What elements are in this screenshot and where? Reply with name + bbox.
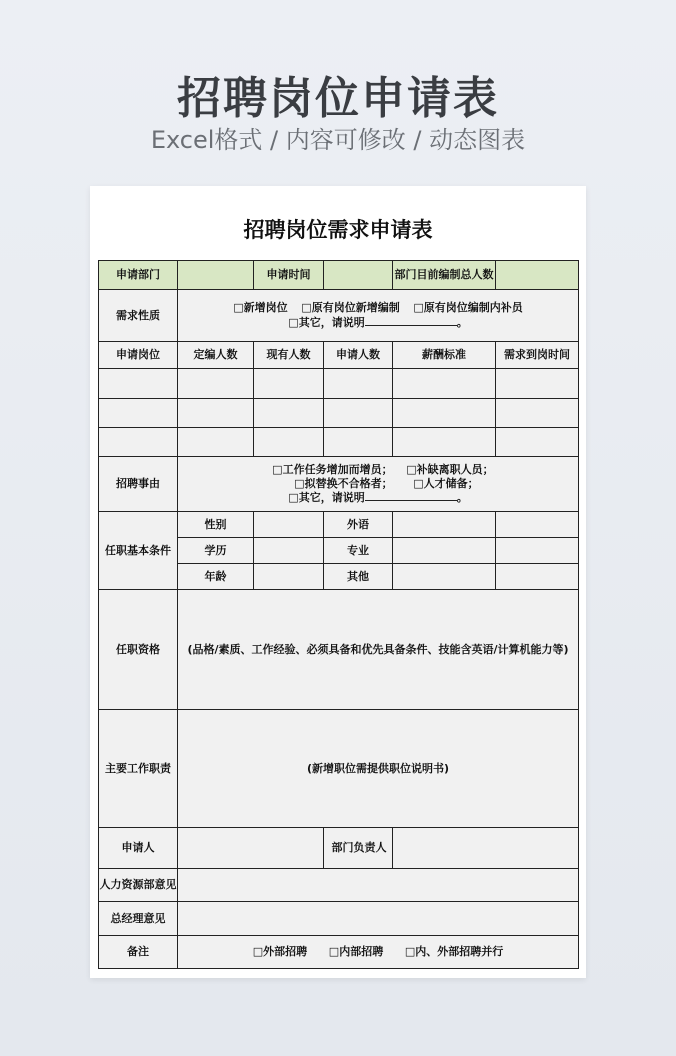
- reason-option-vacancy[interactable]: □补缺离职人员；: [406, 462, 494, 476]
- basic-label: 任职基本条件: [99, 512, 178, 590]
- headcount-label: 部门目前编制总人数: [393, 261, 496, 290]
- time-label: 申请时间: [254, 261, 324, 290]
- hero-subtitle: Excel格式 / 内容可修改 / 动态图表: [150, 126, 526, 154]
- language-label: 外语: [324, 512, 393, 538]
- age-value-cell[interactable]: [254, 564, 324, 590]
- reason-other-blank[interactable]: [365, 490, 457, 501]
- duties-note[interactable]: (新增职位需提供职位说明书): [178, 710, 579, 828]
- other-value-cell[interactable]: [393, 564, 496, 590]
- cell[interactable]: [496, 369, 579, 399]
- dept-head-label: 部门负责人: [324, 828, 393, 869]
- remarks-option-external[interactable]: □外部招聘: [252, 945, 308, 959]
- gender-label: 性别: [178, 512, 254, 538]
- education-value-cell[interactable]: [254, 538, 324, 564]
- gm-value-cell[interactable]: [178, 902, 579, 936]
- headcount-value-cell[interactable]: [496, 261, 579, 290]
- header-quota: 定编人数: [178, 342, 254, 369]
- dept-label: 申请部门: [99, 261, 178, 290]
- header-current: 现有人数: [254, 342, 324, 369]
- cell[interactable]: [254, 369, 324, 399]
- remarks-option-internal[interactable]: □内部招聘: [328, 945, 384, 959]
- demand-period: 。: [456, 316, 468, 329]
- age-label: 年龄: [178, 564, 254, 590]
- reason-option-replace[interactable]: □拟替换不合格者；: [294, 476, 393, 490]
- header-salary: 薪酬标准: [393, 342, 496, 369]
- major-value-cell[interactable]: [393, 538, 496, 564]
- demand-option-replacement[interactable]: □原有岗位编制内补员: [413, 301, 523, 315]
- major-label: 专业: [324, 538, 393, 564]
- qualification-note[interactable]: (品格/素质、工作经验、必须具备和优先具备条件、技能含英语/计算机能力等): [178, 590, 579, 710]
- cell[interactable]: [393, 428, 496, 457]
- reason-option-other[interactable]: □其它，请说明: [288, 491, 365, 505]
- remarks-label: 备注: [99, 936, 178, 969]
- duties-label: 主要工作职责: [99, 710, 178, 828]
- reason-period: 。: [456, 491, 468, 505]
- table-row: [99, 399, 579, 428]
- cell[interactable]: [178, 369, 254, 399]
- cell[interactable]: [496, 428, 579, 457]
- hr-label: 人力资源部意见: [99, 869, 178, 902]
- applicant-label: 申请人: [99, 828, 178, 869]
- demand-label: 需求性质: [99, 290, 178, 342]
- cell[interactable]: [393, 369, 496, 399]
- other-label: 其他: [324, 564, 393, 590]
- applicant-value-cell[interactable]: [178, 828, 324, 869]
- cell[interactable]: [99, 369, 178, 399]
- time-value-cell[interactable]: [324, 261, 393, 290]
- table-row: [99, 428, 579, 457]
- demand-option-new-quota[interactable]: □原有岗位新增编制: [301, 301, 400, 315]
- reason-options: [178, 457, 579, 512]
- application-form-table: [98, 260, 579, 969]
- cell[interactable]: [178, 428, 254, 457]
- dept-value-cell[interactable]: [178, 261, 254, 290]
- table-row: [99, 369, 579, 399]
- reason-option-reserve[interactable]: □人才储备；: [413, 476, 479, 490]
- form-title: 招聘岗位需求申请表: [243, 218, 433, 242]
- education-label: 学历: [178, 538, 254, 564]
- dept-head-value-cell[interactable]: [393, 828, 579, 869]
- cell[interactable]: [99, 428, 178, 457]
- gender-value-cell[interactable]: [254, 512, 324, 538]
- cell[interactable]: [99, 399, 178, 428]
- cell[interactable]: [254, 428, 324, 457]
- form-sheet: [90, 186, 586, 978]
- cell[interactable]: [324, 399, 393, 428]
- language-value-cell[interactable]: [393, 512, 496, 538]
- remarks-options: [178, 936, 579, 969]
- cell[interactable]: [393, 399, 496, 428]
- demand-other-blank[interactable]: [365, 315, 457, 326]
- remarks-option-both[interactable]: □内、外部招聘并行: [404, 945, 504, 959]
- cell[interactable]: [324, 369, 393, 399]
- header-requested: 申请人数: [324, 342, 393, 369]
- cell[interactable]: [178, 399, 254, 428]
- reason-option-workload[interactable]: □工作任务增加而增员；: [272, 462, 393, 476]
- gm-label: 总经理意见: [99, 902, 178, 936]
- cell[interactable]: [254, 399, 324, 428]
- demand-option-new-post[interactable]: □新增岗位: [233, 301, 288, 315]
- cell[interactable]: [496, 512, 579, 538]
- cell[interactable]: [496, 538, 579, 564]
- cell[interactable]: [496, 564, 579, 590]
- qualification-label: 任职资格: [99, 590, 178, 710]
- cell[interactable]: [324, 428, 393, 457]
- demand-option-other[interactable]: □其它，请说明: [288, 316, 365, 329]
- hero-title: 招聘岗位申请表: [177, 73, 499, 124]
- header-position: 申请岗位: [99, 342, 178, 369]
- header-arrival: 需求到岗时间: [496, 342, 579, 369]
- demand-options: [178, 290, 579, 342]
- cell[interactable]: [496, 399, 579, 428]
- reason-label: 招聘事由: [99, 457, 178, 512]
- hr-value-cell[interactable]: [178, 869, 579, 902]
